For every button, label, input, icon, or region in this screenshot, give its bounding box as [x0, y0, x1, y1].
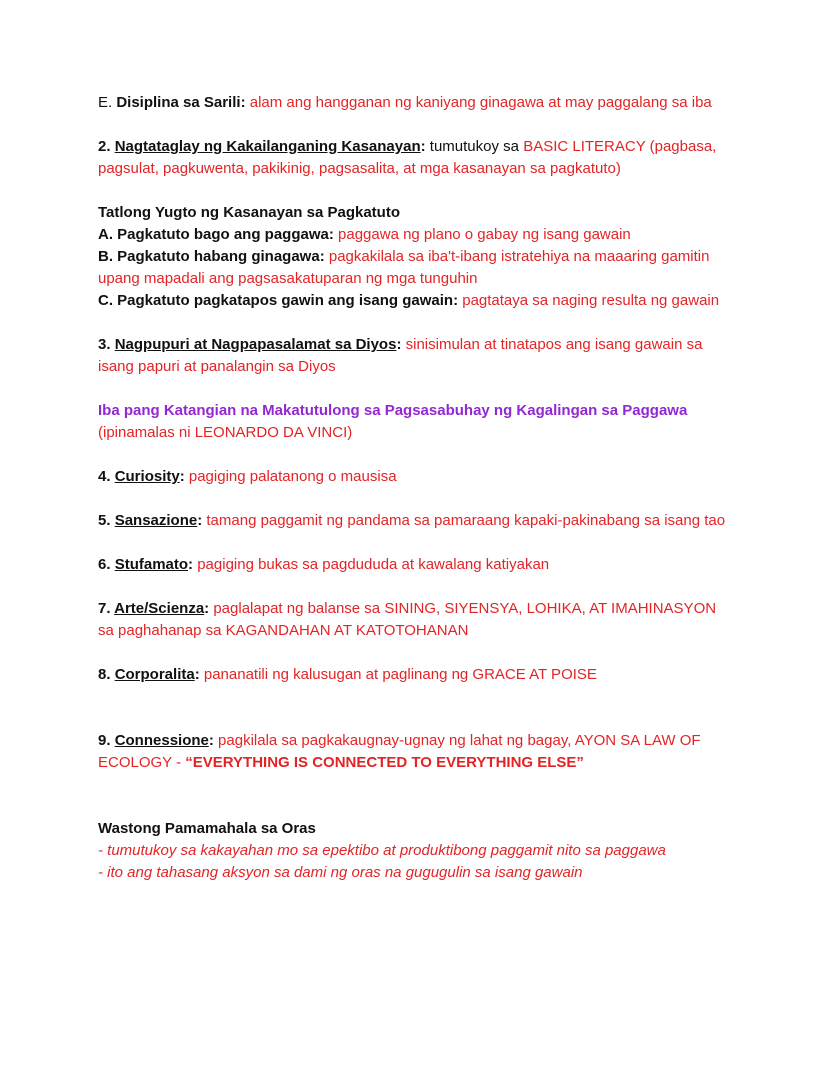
item-desc: pagkilala sa pagkakaugnay-ugnay ng lahat ng bagay, AYON SA LAW OF ECOLOGY - [98, 732, 701, 771]
item-colon: : [396, 336, 406, 353]
item-number: 8. [98, 666, 115, 683]
item-desc: pananatili ng kalusugan at paglinang ng GRACE AT POISE [203, 666, 597, 683]
item-desc: sinisimulan at tinatapos ang isang gawain sa isang papuri at panalangin sa Diyos [98, 336, 703, 375]
item-colon: : [179, 468, 189, 485]
item-desc: alam ang hangganan ng kaniyang ginagawa at may paggalang sa iba [245, 94, 712, 111]
item-colon: : [197, 512, 207, 529]
item-colon: : [194, 666, 204, 683]
item-title: B. Pagkatuto habang ginagawa: [98, 248, 325, 265]
item-colon: : [420, 138, 430, 155]
document-content [98, 92, 730, 884]
item-number: 6. [98, 556, 115, 573]
paragraph-item-3 [98, 334, 730, 378]
item-lead: tumutukoy sa [429, 138, 524, 155]
bullet-text: - tumutukoy sa kakayahan mo sa epektibo at produktibong paggamit nito sa paggawa [98, 842, 666, 859]
bullet-oras-1 [98, 840, 730, 862]
item-number: 4. [98, 468, 115, 485]
item-number: 5. [98, 512, 115, 529]
item-title: Disiplina sa Sarili: [116, 94, 246, 111]
bullet-text: - ito ang tahasang aksyon sa dami ng oras na gugugulin sa isang gawain [98, 864, 583, 881]
item-title: Connessione [114, 732, 209, 749]
item-desc: pagkakilala sa iba't-ibang istratehiya na maaaring gamitin upang mapadali ang pagsasakatuparan ng mga tunguhin [98, 248, 710, 287]
item-title: Nagpupuri at Nagpapasalamat sa Diyos [114, 336, 397, 353]
item-title: C. Pagkatuto pagkatapos gawin ang isang gawain: [98, 292, 459, 309]
item-letter: E. [98, 94, 117, 111]
item-title: Stufamato [114, 556, 189, 573]
item-title: Nagtataglay ng Kakailanganing Kasanayan [114, 138, 421, 155]
paragraph-item-2 [98, 136, 730, 180]
paragraph-item-7 [98, 598, 730, 642]
item-desc: paggawa ng plano o gabay ng isang gawain [333, 226, 631, 243]
paragraph-yugto-a [98, 224, 730, 246]
item-quote: “EVERYTHING IS CONNECTED TO EVERYTHING ELSE” [185, 754, 584, 771]
paragraph-item-8 [98, 664, 730, 686]
item-desc: paglalapat ng balanse sa SINING, SIYENSYA, LOHIKA, AT IMAHINASYON sa paghahanap sa KAGANDAHAN AT KATOTOHANAN [98, 600, 717, 639]
paragraph-item-6 [98, 554, 730, 576]
item-title: Sansazione [114, 512, 198, 529]
item-number: 9. [98, 732, 115, 749]
paragraph-item-9 [98, 730, 730, 774]
item-desc: pagtataya sa naging resulta ng gawain [458, 292, 720, 309]
bullet-oras-2 [98, 862, 730, 884]
section-title-wastong-pamamahala [98, 818, 730, 840]
item-number: 2. [98, 138, 115, 155]
item-number: 3. [98, 336, 115, 353]
item-title: A. Pagkatuto bago ang paggawa: [98, 226, 334, 243]
item-colon: : [204, 600, 214, 617]
item-title: Curiosity [114, 468, 180, 485]
section-title: Tatlong Yugto ng Kasanayan sa Pagkatuto [98, 204, 400, 221]
item-title: Corporalita [114, 666, 195, 683]
section-title: Wastong Pamamahala sa Oras [98, 820, 316, 837]
section-title-tatlong-yugto [98, 202, 730, 224]
item-desc: tamang paggamit ng pandama sa pamaraang kapaki-pakinabang sa isang tao [206, 512, 726, 529]
section-title-iba-pang-katangian [98, 400, 730, 444]
paragraph-item-5 [98, 510, 730, 532]
item-title: Arte/Scienza [114, 600, 205, 617]
paragraph-yugto-b [98, 246, 730, 290]
item-desc: pagiging palatanong o mausisa [188, 468, 397, 485]
paragraph-disiplina-sa-sarili [98, 92, 730, 114]
item-desc: BASIC LITERACY (pagbasa, pagsulat, pagkuwenta, pakikinig, pagsasalita, at mga kasanayan sa pagkatuto) [98, 138, 717, 177]
item-desc: pagiging bukas sa pagdududa at kawalang katiyakan [197, 556, 550, 573]
paragraph-item-4 [98, 466, 730, 488]
section-title: Iba pang Katangian na Makatutulong sa Pagsasabuhay ng Kagalingan sa Paggawa [98, 402, 688, 419]
item-colon: : [208, 732, 219, 749]
paragraph-yugto-c [98, 290, 730, 312]
section-note: (ipinamalas ni LEONARDO DA VINCI) [98, 424, 353, 441]
item-colon: : [188, 556, 198, 573]
item-number: 7. [98, 600, 115, 617]
